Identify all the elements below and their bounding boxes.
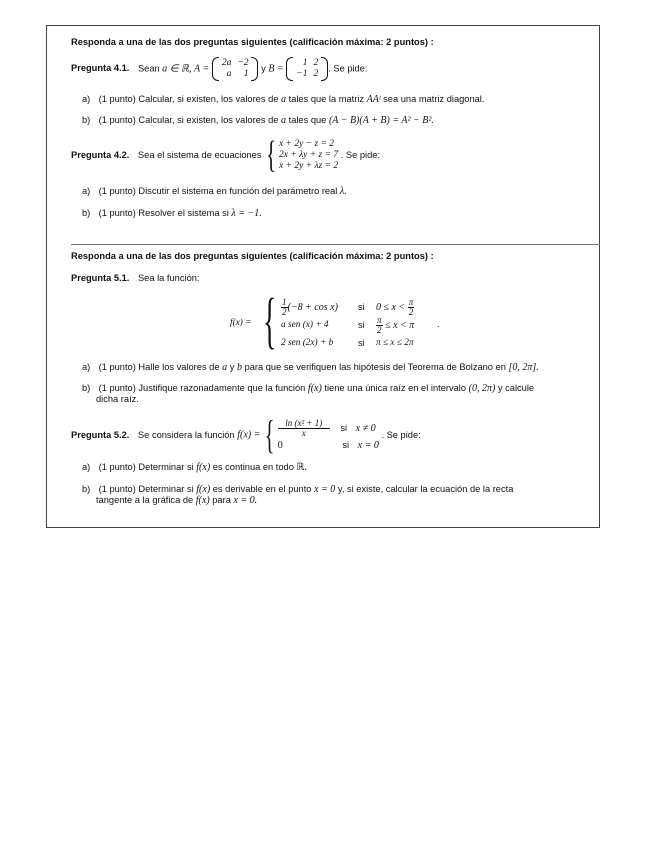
system-brace: { [266,134,277,176]
matrix-a: 2a −2 a 1 [212,58,259,80]
section-divider [71,244,600,245]
question-4-2-title: Pregunta 4.2. [71,150,130,160]
section-5-heading: Responda a una de las dos preguntas siguientes (calificación máxima: 2 puntos) : [71,251,434,261]
question-4-1-title: Pregunta 4.1. [71,63,130,74]
question-4-2-item-b: b) (1 punto) Resolver el sistema si λ = −1. [82,208,262,219]
question-5-1: Pregunta 5.1. Sea la función: [71,273,200,283]
piecewise-function-5-2: $\frac{\text{ln (x² + 1)}}{x}$ si x ≠ 0 0 si x = 0 [277,418,379,451]
question-5-1-title: Pregunta 5.1. [71,273,130,283]
question-4-2-item-a: a) (1 punto) Discutir el sistema en función del parámetro real λ. [82,186,347,197]
question-4-1-item-a: a) (1 punto) Calcular, si existen, los valores de a tales que la matriz AAᵗ sea una matriz diagonal. [82,94,485,105]
question-4-2: Pregunta 4.2. Sea el sistema de ecuaciones { x + 2y − z = 2 2x + λy + z = 7 x + 2y + λz = 2 . Se pide: [71,134,381,176]
question-5-2-title: Pregunta 5.2. [71,430,130,440]
question-5-2-item-b: b) (1 punto) Determinar si f(x) es derivable en el punto x = 0 y, si existe, calcular la ecuación de la recta tangente a la gráfica de f(x) para x = 0. [82,484,514,506]
question-4-1-item-b: b) (1 punto) Calcular, si existen, los valores de a tales que (A − B)(A + B) = A² − B². [82,115,434,126]
question-4-1: Pregunta 4.1. Sean a ∈ ℝ, A = 2a −2 a 1 y B = 1 2 −1 2 . Se pide: [71,58,368,79]
question-5-1-item-b: b) (1 punto) Justifique razonadamente que la función f(x) tiene una única raíz en el intervalo (0, 2π) y calcule dicha raíz. [82,383,535,404]
matrix-b: 1 2 −1 2 [286,58,328,80]
question-5-1-item-a: a) (1 punto) Halle los valores de a y b para que se verifiquen las hipótesis del Teorema de Bolzano en [0, 2π]. [82,362,539,373]
question-5-2: Pregunta 5.2. Se considera la función f(x) = { $\frac{\text{ln (x² + 1)}}{x}$ si x ≠ 0 0 si x = 0 . Se pide: [71,412,421,457]
section-4-heading: Responda a una de las dos preguntas siguientes (calificación máxima: 2 puntos) : [71,37,434,47]
equation-system: x + 2y − z = 2 2x + λy + z = 7 x + 2y + λz = 2 [278,138,339,171]
question-5-2-item-a: a) (1 punto) Determinar si f(x) es continua en todo ℝ. [82,462,307,473]
